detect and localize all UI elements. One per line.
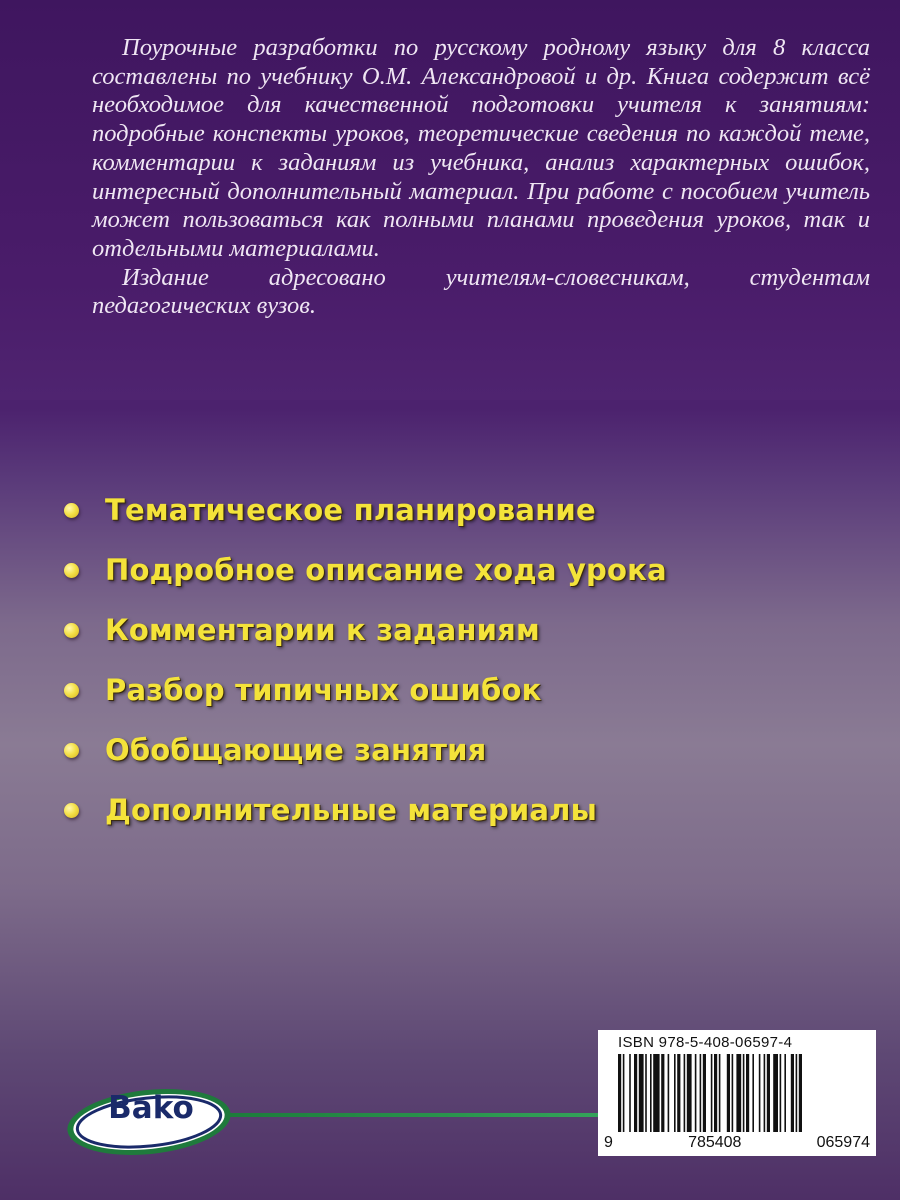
barcode-digit-group: 9	[604, 1134, 613, 1151]
barcode-digits	[604, 1134, 870, 1152]
feature-label: Комментарии к заданиям	[105, 613, 540, 647]
barcode	[598, 1030, 876, 1156]
logo-underline	[220, 1113, 600, 1117]
barcode-bar	[791, 1054, 794, 1132]
isbn-label: ISBN 978-5-408-06597-4	[618, 1034, 793, 1051]
feature-item	[64, 540, 874, 600]
feature-label: Разбор типичных ошибок	[105, 673, 542, 707]
barcode-bar	[623, 1054, 625, 1132]
bullet-icon	[64, 623, 79, 638]
feature-list	[64, 480, 874, 840]
bullet-icon	[64, 563, 79, 578]
description-text	[92, 34, 870, 321]
feature-item	[64, 600, 874, 660]
barcode-bar	[661, 1054, 664, 1132]
description-paragraph-1: Поурочные разработки по русскому родному языку для 8 класса составлены по учебнику О.М. Александровой и др. Книга содержит всё необходимое для качественной подготовки учителя к занятиям: подробные конспекты уроков, теоретические сведения по каждой теме, комментарии к заданиям из учебника, анализ характерных ошибок, интересный дополнительный материал. При работе с пособием учитель может пользоваться как полными планами проведения уроков, так и отдельными материалами.	[92, 34, 870, 262]
barcode-digit-group: 065974	[816, 1134, 870, 1151]
barcode-bar	[784, 1054, 786, 1132]
barcode-bar	[799, 1054, 802, 1132]
barcode-bar	[719, 1054, 721, 1132]
barcode-bar	[700, 1054, 702, 1132]
bullet-icon	[64, 743, 79, 758]
barcode-bar	[695, 1054, 697, 1132]
bullet-icon	[64, 803, 79, 818]
barcode-bar	[773, 1054, 778, 1132]
barcode-bars	[604, 1054, 870, 1136]
barcode-bar	[732, 1054, 734, 1132]
barcode-bar	[767, 1054, 770, 1132]
barcode-digit-group: 785408	[688, 1134, 742, 1151]
barcode-bar	[727, 1054, 730, 1132]
barcode-bar	[618, 1054, 621, 1132]
barcode-bar	[677, 1054, 680, 1132]
feature-label: Обобщающие занятия	[105, 733, 487, 767]
barcode-bar	[668, 1054, 670, 1132]
feature-label: Тематическое планирование	[105, 493, 596, 527]
barcode-bar	[684, 1054, 686, 1132]
description-paragraph-2: Издание адресовано учителям-словесникам, студентам педагогических вузов.	[92, 263, 870, 320]
barcode-bar	[780, 1054, 782, 1132]
barcode-bar	[703, 1054, 706, 1132]
barcode-bar	[687, 1054, 692, 1132]
barcode-bar	[759, 1054, 761, 1132]
barcode-bar	[746, 1054, 749, 1132]
barcode-bar	[653, 1054, 659, 1132]
barcode-bar	[634, 1054, 637, 1132]
barcode-bar	[752, 1054, 754, 1132]
barcode-bar	[743, 1054, 745, 1132]
barcode-bar	[629, 1054, 631, 1132]
barcode-bar	[645, 1054, 647, 1132]
feature-item	[64, 480, 874, 540]
barcode-bar	[796, 1054, 798, 1132]
barcode-bar	[650, 1054, 652, 1132]
feature-item	[64, 780, 874, 840]
barcode-bar	[639, 1054, 644, 1132]
feature-label: Дополнительные материалы	[105, 793, 598, 827]
feature-label: Подробное описание хода урока	[105, 553, 667, 587]
barcode-bar	[674, 1054, 676, 1132]
barcode-bar	[736, 1054, 741, 1132]
logo-text: Bako	[108, 1090, 194, 1126]
bullet-icon	[64, 503, 79, 518]
feature-item	[64, 660, 874, 720]
feature-item	[64, 720, 874, 780]
bullet-icon	[64, 683, 79, 698]
barcode-bar	[764, 1054, 766, 1132]
barcode-bar	[714, 1054, 717, 1132]
barcode-bar	[711, 1054, 713, 1132]
